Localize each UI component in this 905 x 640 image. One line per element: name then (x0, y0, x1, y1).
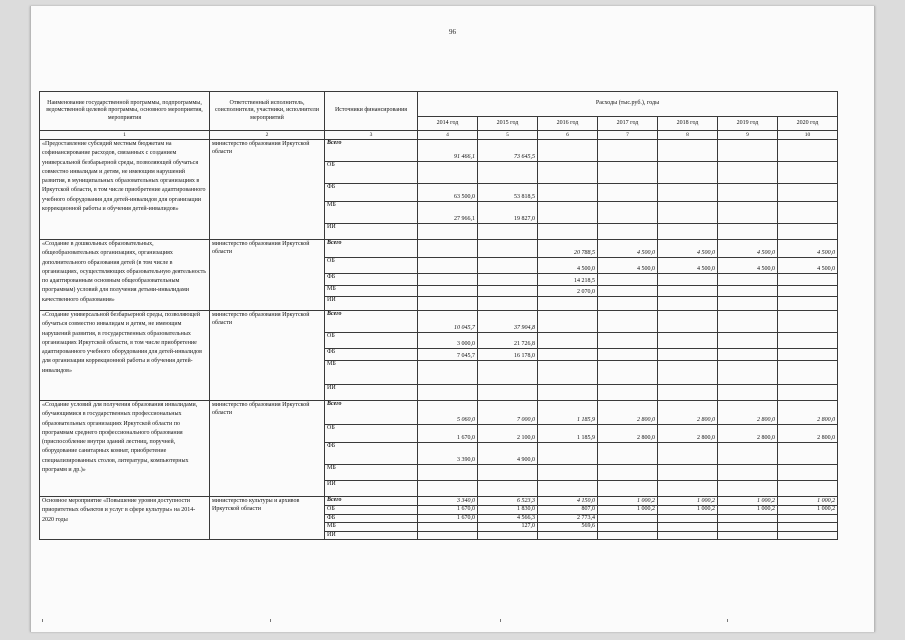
amount-cell: 4 500,0 (718, 258, 778, 274)
amount-cell (538, 349, 598, 361)
column-number: 3 (325, 131, 418, 140)
column-number: 9 (718, 131, 778, 140)
table-row (40, 140, 838, 162)
amount-cell (598, 311, 658, 333)
measure-name: «Создание в дошкольных образовательных, общеобразовательных организациях, организациях дополнительного образования детей (в том числе в организациях, осуществляющих образовательную деятельность по адаптированным основным общеобразовательным программам) условий для получения детьми-инвалидами качественного образования» (40, 240, 210, 311)
table-row (40, 240, 838, 258)
amount-cell: 21 726,8 (478, 333, 538, 349)
amount-cell (718, 202, 778, 224)
amount-cell: 1 000,2 (778, 506, 838, 515)
funding-source: МБ (325, 465, 418, 481)
amount-cell (478, 297, 538, 311)
amount-cell: 3 390,0 (418, 443, 478, 465)
amount-cell: 6 523,3 (478, 497, 538, 506)
funding-source: ОБ (325, 333, 418, 349)
header-year: 2015 год (478, 117, 538, 131)
header-year: 2014 год (418, 117, 478, 131)
amount-cell: 53 818,5 (478, 184, 538, 202)
amount-cell (718, 311, 778, 333)
scan-mark (727, 619, 728, 622)
amount-cell (778, 523, 838, 532)
amount-cell (478, 258, 538, 274)
amount-cell (598, 162, 658, 184)
amount-cell: 7 045,7 (418, 349, 478, 361)
funding-source: ФБ (325, 184, 418, 202)
amount-cell (418, 531, 478, 540)
amount-cell (538, 202, 598, 224)
amount-cell: 4 900,0 (478, 443, 538, 465)
scan-mark (500, 619, 501, 622)
amount-cell (538, 297, 598, 311)
funding-source: ИИ (325, 297, 418, 311)
amount-cell (718, 443, 778, 465)
column-number: 1 (40, 131, 210, 140)
amount-cell (478, 481, 538, 497)
amount-cell: 2 800,0 (658, 401, 718, 425)
funding-source: ОБ (325, 162, 418, 184)
amount-cell (778, 224, 838, 240)
amount-cell: 16 178,0 (478, 349, 538, 361)
amount-cell: 4 500,0 (778, 258, 838, 274)
measure-name: «Предоставление субсидий местным бюджетам на софинансирование расходов, связанных с созданием универсальной безбарьерной среды, позволяющей обучаться совместно инвалидам и детям, не имеющим нарушений развития, в муниципальных образовательных организациях в Иркутской области, в том числе приобретение адаптированного учебного оборудования для детей-инвалидов для организации коррекционной работы и обучения детей-инвалидов» (40, 140, 210, 240)
scan-mark (42, 619, 43, 622)
amount-cell: 2 773,4 (538, 514, 598, 523)
amount-cell: 7 000,0 (478, 401, 538, 425)
funding-source: ОБ (325, 506, 418, 515)
header-year: 2016 год (538, 117, 598, 131)
amount-cell: 10 045,7 (418, 311, 478, 333)
amount-cell (538, 481, 598, 497)
amount-cell: 1 000,2 (718, 497, 778, 506)
amount-cell (658, 333, 718, 349)
scan-mark (270, 619, 271, 622)
amount-cell (658, 140, 718, 162)
amount-cell (718, 286, 778, 297)
amount-cell (658, 385, 718, 401)
page-edge-right (874, 6, 875, 632)
amount-cell (598, 481, 658, 497)
measure-name: Основное мероприятие «Повышение уровня доступности приоритетных объектов и услуг в сфере культуры» на 2014-2020 годы (40, 497, 210, 540)
amount-cell (778, 297, 838, 311)
amount-cell (718, 514, 778, 523)
amount-cell (598, 523, 658, 532)
amount-cell (538, 140, 598, 162)
amount-cell (718, 274, 778, 286)
amount-cell: 4 566,3 (478, 514, 538, 523)
funding-source: МБ (325, 523, 418, 532)
amount-cell: 2 800,0 (718, 425, 778, 443)
header-name: Наименование государственной программы, подпрограммы, ведомственной целевой программы, основного мероприятия, мероприятия (40, 92, 210, 131)
amount-cell (478, 385, 538, 401)
column-number: 2 (210, 131, 325, 140)
amount-cell: 14 218,5 (538, 274, 598, 286)
amount-cell (478, 162, 538, 184)
amount-cell (598, 443, 658, 465)
executor-name: министерство образования Иркутской области (210, 140, 325, 240)
amount-cell (598, 140, 658, 162)
funding-source: Всего (325, 401, 418, 425)
amount-cell (718, 162, 778, 184)
column-number: 5 (478, 131, 538, 140)
funding-source: ФБ (325, 274, 418, 286)
page-number: 96 (449, 28, 456, 36)
amount-cell (658, 349, 718, 361)
amount-cell (598, 297, 658, 311)
amount-cell (538, 224, 598, 240)
amount-cell (418, 385, 478, 401)
amount-cell: 2 800,0 (778, 401, 838, 425)
amount-cell: 2 800,0 (658, 425, 718, 443)
amount-cell: 4 500,0 (778, 240, 838, 258)
amount-cell (718, 184, 778, 202)
amount-cell (418, 465, 478, 481)
amount-cell: 1 000,2 (598, 506, 658, 515)
funding-source: Всего (325, 240, 418, 258)
amount-cell (778, 514, 838, 523)
amount-cell (778, 349, 838, 361)
amount-cell (778, 465, 838, 481)
amount-cell (658, 514, 718, 523)
amount-cell: 37 904,8 (478, 311, 538, 333)
amount-cell: 63 500,0 (418, 184, 478, 202)
amount-cell (718, 523, 778, 532)
table-row (40, 311, 838, 333)
amount-cell: 807,0 (538, 506, 598, 515)
amount-cell: 1 000,2 (598, 497, 658, 506)
amount-cell: 4 500,0 (658, 240, 718, 258)
amount-cell (718, 297, 778, 311)
amount-cell (658, 531, 718, 540)
amount-cell (598, 349, 658, 361)
funding-source: ОБ (325, 258, 418, 274)
table-row (40, 401, 838, 425)
amount-cell: 1 670,0 (418, 425, 478, 443)
amount-cell (778, 184, 838, 202)
measure-name: «Создание условий для получения образования инвалидами, обучающимися в государственных профессиональных образовательных организациях Иркутской области по программам среднего профессионального образования (приспособление внутри зданий лестниц, поручней, оборудование санитарных комнат, приобретение специализированных столов, литературы, компьютерных программ и др.)» (40, 401, 210, 497)
amount-cell (658, 523, 718, 532)
header-year: 2020 год (778, 117, 838, 131)
amount-cell (778, 361, 838, 385)
document-page (30, 6, 875, 632)
amount-cell (538, 333, 598, 349)
amount-cell (658, 184, 718, 202)
amount-cell: 4 500,0 (718, 240, 778, 258)
column-number-row (40, 131, 838, 140)
amount-cell: 2 800,0 (598, 401, 658, 425)
amount-cell: 1 670,0 (418, 506, 478, 515)
amount-cell: 1 000,2 (718, 506, 778, 515)
amount-cell (598, 465, 658, 481)
financing-table (39, 91, 838, 540)
amount-cell (658, 443, 718, 465)
executor-name: министерство образования Иркутской области (210, 311, 325, 401)
amount-cell (478, 240, 538, 258)
amount-cell: 2 800,0 (778, 425, 838, 443)
amount-cell (658, 162, 718, 184)
funding-source: МБ (325, 286, 418, 297)
header-year: 2019 год (718, 117, 778, 131)
funding-source: Всего (325, 140, 418, 162)
amount-cell (718, 140, 778, 162)
amount-cell (598, 333, 658, 349)
amount-cell: 2 800,0 (598, 425, 658, 443)
amount-cell: 1 670,0 (418, 514, 478, 523)
amount-cell (418, 481, 478, 497)
amount-cell (718, 385, 778, 401)
amount-cell (658, 297, 718, 311)
header-year: 2018 год (658, 117, 718, 131)
amount-cell (778, 481, 838, 497)
amount-cell (778, 140, 838, 162)
amount-cell: 27 966,1 (418, 202, 478, 224)
amount-cell (658, 286, 718, 297)
amount-cell (478, 224, 538, 240)
amount-cell: 127,0 (478, 523, 538, 532)
funding-source: ИИ (325, 385, 418, 401)
executor-name: министерство культуры и архивов Иркутской области (210, 497, 325, 540)
column-number: 4 (418, 131, 478, 140)
funding-source: ОБ (325, 425, 418, 443)
executor-name: министерство образования Иркутской области (210, 401, 325, 497)
amount-cell (718, 349, 778, 361)
amount-cell: 1 000,2 (778, 497, 838, 506)
amount-cell (778, 162, 838, 184)
amount-cell (778, 311, 838, 333)
amount-cell: 1 000,2 (658, 497, 718, 506)
amount-cell: 569,6 (538, 523, 598, 532)
amount-cell (538, 385, 598, 401)
amount-cell (418, 240, 478, 258)
amount-cell (778, 443, 838, 465)
amount-cell (778, 385, 838, 401)
funding-source: ИИ (325, 224, 418, 240)
amount-cell: 4 500,0 (658, 258, 718, 274)
funding-source: Всего (325, 311, 418, 333)
page-edge-left (30, 6, 31, 632)
amount-cell (778, 333, 838, 349)
amount-cell: 19 827,0 (478, 202, 538, 224)
amount-cell (418, 297, 478, 311)
amount-cell (418, 361, 478, 385)
amount-cell (658, 481, 718, 497)
amount-cell (658, 361, 718, 385)
amount-cell (478, 361, 538, 385)
amount-cell: 91 466,1 (418, 140, 478, 162)
amount-cell (778, 531, 838, 540)
amount-cell (778, 274, 838, 286)
amount-cell (478, 531, 538, 540)
amount-cell (478, 465, 538, 481)
amount-cell (598, 385, 658, 401)
amount-cell: 1 185,9 (538, 401, 598, 425)
amount-cell (418, 274, 478, 286)
amount-cell (598, 286, 658, 297)
funding-source: ФБ (325, 349, 418, 361)
amount-cell (718, 531, 778, 540)
amount-cell (718, 465, 778, 481)
amount-cell (598, 224, 658, 240)
amount-cell (418, 162, 478, 184)
amount-cell: 3 340,0 (418, 497, 478, 506)
amount-cell (658, 224, 718, 240)
column-number: 7 (598, 131, 658, 140)
amount-cell: 1 185,9 (538, 425, 598, 443)
amount-cell (598, 531, 658, 540)
amount-cell (598, 274, 658, 286)
amount-cell (478, 274, 538, 286)
amount-cell (418, 224, 478, 240)
funding-source: ИИ (325, 531, 418, 540)
header-expenses: Расходы (тыс.руб.), годы (418, 92, 838, 117)
amount-cell (718, 481, 778, 497)
amount-cell: 4 150,0 (538, 497, 598, 506)
funding-source: МБ (325, 361, 418, 385)
column-number: 6 (538, 131, 598, 140)
amount-cell (538, 184, 598, 202)
funding-source: Всего (325, 497, 418, 506)
executor-name: министерство образования Иркутской области (210, 240, 325, 311)
header-year: 2017 год (598, 117, 658, 131)
amount-cell (598, 514, 658, 523)
amount-cell (538, 311, 598, 333)
amount-cell (598, 184, 658, 202)
amount-cell: 4 500,0 (598, 258, 658, 274)
amount-cell (778, 286, 838, 297)
amount-cell (538, 531, 598, 540)
amount-cell (598, 361, 658, 385)
column-number: 8 (658, 131, 718, 140)
funding-source: ФБ (325, 514, 418, 523)
amount-cell: 2 800,0 (718, 401, 778, 425)
funding-source: ФБ (325, 443, 418, 465)
amount-cell (538, 443, 598, 465)
amount-cell (658, 274, 718, 286)
amount-cell: 3 000,0 (418, 333, 478, 349)
amount-cell (598, 202, 658, 224)
header-source: Источники финансирования (325, 92, 418, 131)
amount-cell (478, 286, 538, 297)
amount-cell (538, 361, 598, 385)
amount-cell: 2 100,0 (478, 425, 538, 443)
amount-cell (418, 258, 478, 274)
table-row (40, 497, 838, 506)
amount-cell: 73 645,5 (478, 140, 538, 162)
amount-cell (658, 202, 718, 224)
amount-cell (778, 202, 838, 224)
amount-cell (538, 465, 598, 481)
amount-cell: 1 000,2 (658, 506, 718, 515)
header-executor: Ответственный исполнитель, соисполнители, участники, исполнители мероприятий (210, 92, 325, 131)
amount-cell: 1 830,0 (478, 506, 538, 515)
amount-cell (718, 333, 778, 349)
funding-source: МБ (325, 202, 418, 224)
amount-cell: 4 500,0 (598, 240, 658, 258)
amount-cell (658, 311, 718, 333)
amount-cell: 2 070,0 (538, 286, 598, 297)
amount-cell (718, 361, 778, 385)
amount-cell: 4 500,0 (538, 258, 598, 274)
amount-cell (718, 224, 778, 240)
amount-cell: 5 060,0 (418, 401, 478, 425)
amount-cell (658, 465, 718, 481)
amount-cell (538, 162, 598, 184)
column-number: 10 (778, 131, 838, 140)
funding-source: ИИ (325, 481, 418, 497)
amount-cell (418, 523, 478, 532)
measure-name: «Создание универсальной безбарьерной среды, позволяющей обучаться совместно инвалидам и детям, не имеющим нарушений развития, в государственных образовательных организациях Иркутской области, в том числе приобретение адаптированного учебного оборудования для детей-инвалидов для организации коррекционной работы и обучения детей-инвалидов» (40, 311, 210, 401)
amount-cell: 20 788,5 (538, 240, 598, 258)
amount-cell (418, 286, 478, 297)
